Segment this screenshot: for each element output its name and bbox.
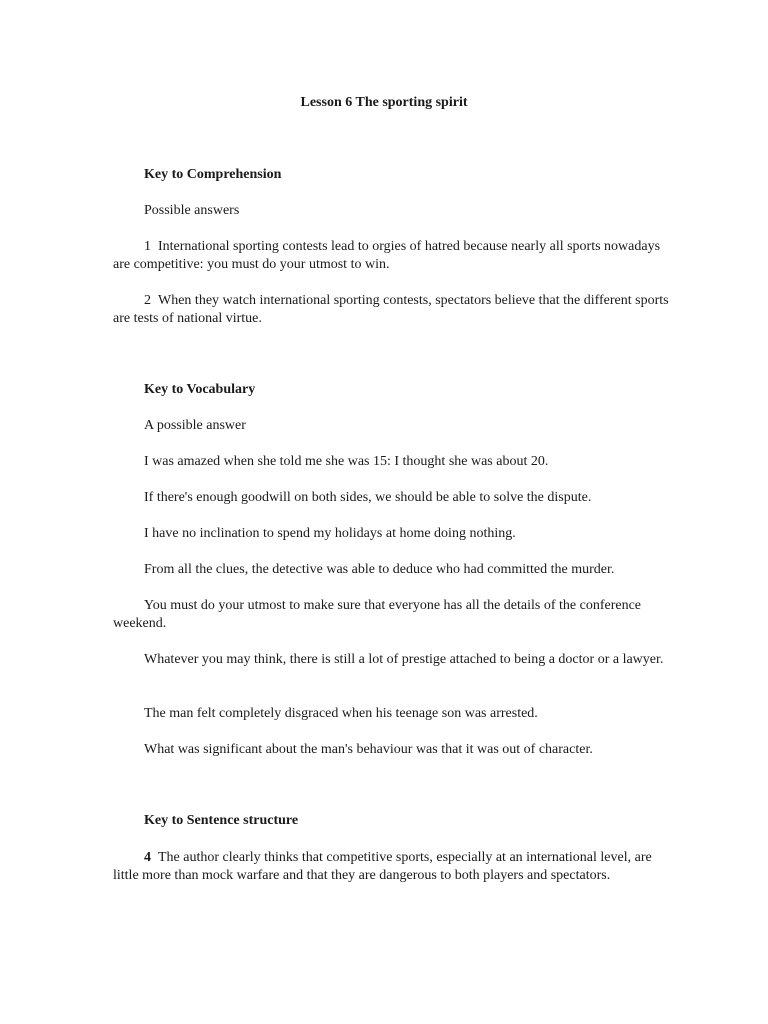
answer-number: 1 [144,239,151,254]
vocabulary-sentence: You must do your utmost to make sure that everyone has all the details of the conference weekend. [113,598,642,631]
vocabulary-sentence: If there's enough goodwill on both sides, we should be able to solve the dispute. [144,490,592,505]
answer-number: 2 [144,293,151,308]
vocabulary-intro: A possible answer [144,418,246,433]
comprehension-heading: Key to Comprehension [144,167,282,182]
vocabulary-sentence: The man felt completely disgraced when his teenage son was arrested. [144,706,538,721]
comprehension-intro: Possible answers [144,203,240,218]
answer-text: The author clearly thinks that competitive sports, especially at an international level, are little more than mock warfare and that they are dangerous to both players and spectators. [113,850,652,883]
vocabulary-sentence: I was amazed when she told me she was 15: I thought she was about 20. [144,454,549,469]
comprehension-answer-1 [113,238,673,274]
sentence-structure-answer [113,849,673,885]
vocabulary-sentence: From all the clues, the detective was able to deduce who had committed the murder. [144,562,615,577]
vocabulary-sentence: Whatever you may think, there is still a lot of prestige attached to being a doctor or a lawyer. [144,652,664,667]
answer-number: 4 [144,850,151,865]
vocabulary-heading: Key to Vocabulary [144,382,256,397]
answer-text: When they watch international sporting contests, spectators believe that the different sports are tests of national virtue. [113,293,669,326]
vocabulary-sentence: What was significant about the man's behaviour was that it was out of character. [144,742,593,757]
answer-text: International sporting contests lead to orgies of hatred because nearly all sports nowadays are competitive: you must do your utmost to win. [113,239,661,272]
vocabulary-sentence: I have no inclination to spend my holidays at home doing nothing. [144,526,516,541]
page-title: Lesson 6 The sporting spirit [300,95,468,110]
sentence-structure-heading: Key to Sentence structure [144,813,299,828]
comprehension-answer-2 [113,292,673,328]
